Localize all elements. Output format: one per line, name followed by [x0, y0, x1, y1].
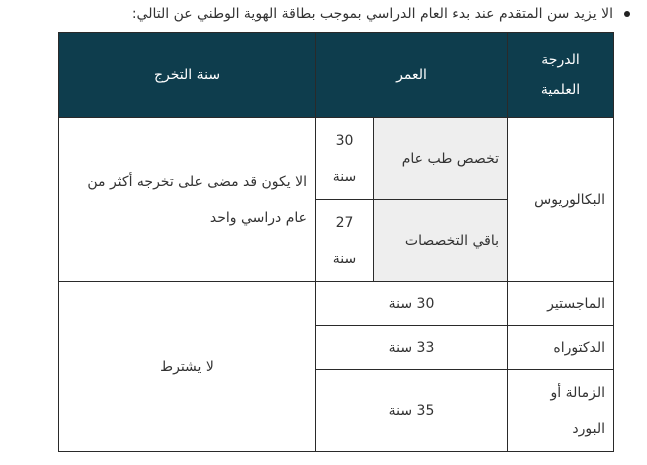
- bachelor-medicine-age-unit: سنة: [332, 168, 357, 185]
- bachelor-medicine-age: [316, 118, 374, 200]
- bachelor-other-age-num: 27: [335, 214, 354, 231]
- table-row-master: [59, 282, 614, 326]
- bachelor-graduation: [59, 118, 316, 282]
- intro-line: [0, 0, 647, 28]
- fellowship-age: 35 سنة: [316, 370, 508, 452]
- degree-fellowship-line2: البورد: [572, 420, 606, 437]
- bachelor-other-age-unit: سنة: [332, 250, 357, 267]
- degree-master: الماجستير: [508, 282, 614, 326]
- table-header-row: [59, 33, 614, 118]
- bachelor-medicine-label: تخصص طب عام: [374, 118, 508, 200]
- doctorate-age: 33 سنة: [316, 326, 508, 370]
- degree-fellowship: [508, 370, 614, 452]
- age-requirements-table: [58, 32, 614, 452]
- bachelor-graduation-line2: عام دراسي واحد: [209, 209, 307, 226]
- table-row-bachelor-medicine: [59, 118, 614, 200]
- master-age: 30 سنة: [316, 282, 508, 326]
- header-degree-line2: العلمية: [540, 82, 581, 98]
- bachelor-graduation-line1: الا يكون قد مضى على تخرجه أكثر من: [87, 173, 307, 190]
- bachelor-other-label: باقي التخصصات: [374, 200, 508, 282]
- bachelor-medicine-age-num: 30: [335, 132, 354, 149]
- header-degree: [508, 33, 614, 118]
- degree-fellowship-line1: الزمالة أو: [550, 384, 606, 401]
- header-age: العمر: [316, 33, 508, 118]
- degree-bachelor: البكالوريوس: [508, 118, 614, 282]
- bullet-icon: [624, 11, 630, 17]
- bachelor-other-age: [316, 200, 374, 282]
- header-graduation: سنة التخرج: [59, 33, 316, 118]
- degree-doctorate: الدكتوراه: [508, 326, 614, 370]
- header-degree-line1: الدرجة: [541, 52, 580, 68]
- postgrad-graduation: لا يشترط: [59, 282, 316, 452]
- intro-text: الا يزيد سن المتقدم عند بدء العام الدراسي بموجب بطاقة الهوية الوطني عن التالي:: [131, 6, 613, 22]
